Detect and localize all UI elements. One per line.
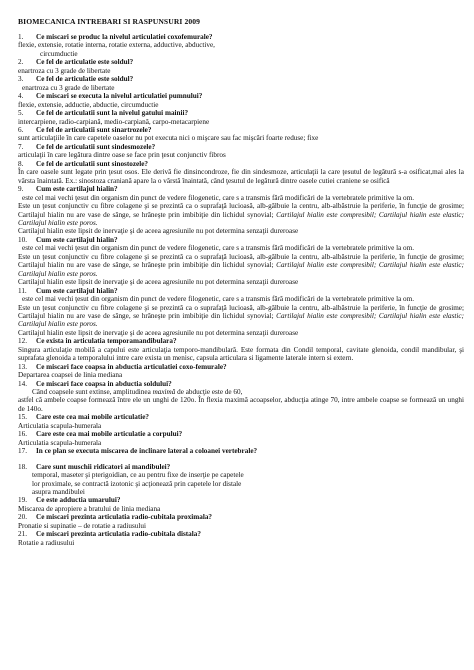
question-number: 20. — [18, 513, 27, 522]
question-number: 12. — [18, 337, 27, 346]
answer-10-paragraph-1: este cel mai vechi ţesut din organism din punct de vedere filogenetic, care s a transmis fără modificări de la vertebratele primitive la om. — [22, 244, 415, 253]
answer-9-italic: Cartilajul hialin este compresibil; Cartilajul hialin este elastic; Cartilajul hialin este poros. — [18, 210, 465, 227]
question-text: Ce fel de articulatii sunt sinartrozele? — [36, 125, 152, 134]
question-1 — [18, 33, 464, 41]
question-number: 1. — [18, 33, 24, 41]
question-text: In ce plan se executa miscarea de inclinare lateral a coloanei vertebrale? — [36, 447, 258, 456]
answer-4: flexie, extensie, adductie, abductie, circumductie — [18, 100, 159, 109]
question-number: 6. — [18, 125, 24, 134]
question-14 — [18, 380, 464, 388]
question-3 — [18, 75, 464, 83]
question-number: 10. — [18, 235, 27, 244]
question-text: Ce miscari se executa la nivelul articulatiei pumnului? — [36, 92, 203, 101]
answer-11-paragraph-1: este cel mai vechi ţesut din organism din punct de vedere filogenetic, care s a transmis fără modificări de la vertebratele primitive la om. — [22, 295, 415, 304]
answer-11-paragraph-2 — [18, 304, 464, 329]
question-12 — [18, 337, 464, 345]
question-text: Ce miscari face coapsa in abductia articulatiei coxo-femurale? — [36, 362, 227, 371]
question-16 — [18, 430, 464, 438]
question-text: Care este cea mai mobile articulatie a corpului? — [36, 430, 183, 439]
answer-8: În care oasele sunt legate prin ţesut osos. Ele derivă fie dinsincondroze, fie din sindesmoze, articulaţii la care ţesutul de legătură s-a osificat,mai ales la vârsta înaintată. Ex.: sinostoza craniană apare la o vârstă înaintată, când ţesutul de legătură dintre oasele cutiei craniene se osifică — [18, 168, 464, 185]
question-number: 16. — [18, 430, 27, 439]
question-6 — [18, 126, 464, 134]
answer-9-text: Este un ţesut conjunctiv cu fibre colagene şi se prezintă ca o suprafaţă lucioasă, alb-gălbuie la centru, alb-albăstruie la periferie, în funcţie de grosime; Cartilajul hialin nu are vase de sânge, se hrăneşte prin imbibiţie din lichidul synovial; — [18, 202, 464, 219]
document-title: BIOMECANICA INTREBARI SI RASPUNSURI 2009 — [18, 17, 201, 26]
answer-14-italic: maximă — [152, 388, 176, 397]
question-number: 19. — [18, 496, 27, 505]
question-4 — [18, 92, 464, 100]
answer-1-line-2: circumductie — [40, 49, 78, 58]
question-number: 17. — [18, 447, 27, 456]
answer-18-line-3: asupra mandibulei — [32, 488, 85, 497]
spacer — [18, 456, 464, 463]
question-text: Care sunt muschii ridicatori ai mandibulei? — [36, 462, 171, 471]
answer-1-line-1: flexie, extensie, rotatie interna, rotatie externa, adductive, abductive, — [18, 41, 215, 50]
answer-16: Articulatia scapula-humerala — [18, 438, 102, 447]
question-number: 8. — [18, 159, 24, 168]
answer-12: Singura articulaţie mobilă a capului este articulaţia temporo-mandibulară. Este formata din Condil temporal, cavitate glenoida, condil mandibular, şi suprafata glenoida a temporalului intre care exista un menisc, capsula articulara si ligamente laterale intern si extern. — [18, 345, 464, 363]
question-2 — [18, 58, 464, 66]
answer-14-text: Când coapsele sunt extinse, amplitudinea — [32, 388, 151, 397]
question-text: Ce miscari se produc la nivelul articulatiei coxofemurale? — [36, 33, 213, 41]
answer-15: Articulatia scapula-humerala — [18, 421, 102, 430]
answer-3: enartroza cu 3 grade de libertate — [22, 83, 115, 92]
question-15 — [18, 413, 464, 421]
answer-11-italic: Cartilajul hialin este compresibil; Cartilajul hialin este elastic; Cartilajul hialin este poros. — [18, 311, 465, 329]
question-text: Ce miscari prezinta articulatia radio-cubitala proximala? — [36, 513, 213, 522]
answer-14-line-2: astfel că ambele coapse formează între ele un unghi de 120o. În flexia maximă acoapselor, abducţia atinge 70, intre ambele coapse se formează un unghi de 140o. — [18, 396, 464, 413]
question-20 — [18, 513, 464, 521]
question-text: Ce miscari prezinta articulatia radio-cubitala distala? — [36, 530, 201, 539]
question-18 — [18, 463, 464, 471]
question-21 — [18, 530, 464, 538]
question-5 — [18, 109, 464, 117]
question-19 — [18, 496, 464, 504]
question-number: 14. — [18, 379, 27, 388]
question-number: 15. — [18, 413, 27, 422]
answer-20: Pronatie si supinatie – de rotatie a radiusului — [18, 521, 146, 530]
question-text: Ce exista in articulatia temporamandibulara? — [36, 337, 177, 346]
answer-11-paragraph-3: Cartilajul hialin este lipsit de inervaţie şi de aceea agresiunile nu pot determina senzaţii dureroase — [18, 328, 299, 337]
question-text: Cum este cartilajul hialin? — [36, 235, 118, 244]
question-text: Ce fel de articulatii sunt sindesmozele? — [36, 142, 156, 151]
answer-11-text: Este un ţesut conjunctiv cu fibre colagene şi se prezintă ca o suprafaţă lucioasă, alb-gălbuie la centru, alb-albăstruie la periferie, în funcţie de grosime; Cartilajul hialin nu are vase de sânge, se hrăneşte prin imbibiţie din lichidul synovial; — [18, 303, 464, 320]
question-13 — [18, 363, 464, 371]
question-number: 11. — [18, 286, 27, 295]
question-text: Ce fel de articulatie este soldul? — [36, 58, 134, 67]
question-number: 7. — [18, 142, 24, 151]
answer-18-line-2: lor proximale, se contractă izotonic şi acţionează prin capetele lor distale — [32, 479, 242, 488]
answer-13: Departarea coapsei de linia mediana — [18, 371, 123, 380]
question-text: Care este cea mai mobile articulatie? — [36, 413, 150, 422]
answer-9-paragraph-2 — [18, 202, 464, 227]
question-number: 21. — [18, 530, 27, 539]
answer-10-paragraph-2 — [18, 253, 464, 278]
answer-9-paragraph-3: Cartilajul hialin este lipsit de inervaţie şi de aceea agresiunile nu pot determina senzaţii dureroase — [18, 227, 299, 236]
question-17 — [18, 447, 464, 455]
answer-9-paragraph-1: este cel mai vechi ţesut din organism din punct de vedere filogenetic, care s a transmis fără modificări de la vertebratele primitive la om. — [22, 193, 415, 202]
question-text: Ce fel de articulatii sunt la nivelul gatului mainii? — [36, 109, 189, 118]
document-body — [18, 33, 464, 547]
answer-18-line-1: temporal, maseter şi pterigoidian, ce au pentru fixe de inserţie pe capetele — [32, 471, 244, 480]
answer-10-paragraph-3: Cartilajul hialin este lipsit de inervaţie şi de aceea agresiunile nu pot determina senzaţii dureroase — [18, 278, 299, 287]
answer-5: intercarpiene, radio-carpiană, medio-carpiană, carpo-metacarpiene — [18, 117, 210, 126]
question-number: 2. — [18, 58, 24, 67]
answer-2: enartroza cu 3 grade de libertate — [18, 66, 111, 75]
question-7 — [18, 143, 464, 151]
question-10 — [18, 236, 464, 244]
answer-10-text: Este un ţesut conjunctiv cu fibre colagene şi se prezintă ca o suprafaţă lucioasă, alb-gălbuie la centru, alb-albăstruie la periferie, în funcţie de grosime; Cartilajul hialin nu are vase de sânge, se hrăneşte prin imbibiţie din lichidul synovial; — [18, 252, 464, 270]
question-number: 13. — [18, 362, 27, 371]
answer-19: Miscarea de apropiere a bratului de linia mediana — [18, 504, 161, 513]
question-number: 3. — [18, 75, 24, 84]
answer-6: sunt articulaţiile în care capetele oaselor nu pot executa nici o mişcare sau fac mişcări foarte reduse; fixe — [18, 134, 319, 143]
question-text: Ce este adductia umarului? — [36, 496, 121, 505]
answer-14-text-end: de abducţie este de 60, — [177, 388, 243, 397]
question-text: Ce miscari face coapsa in abductia soldului? — [36, 379, 172, 388]
answer-10-italic: Cartilajul hialin este compresibil; Cartilajul hialin este elastic; Cartilajul hialin este poros. — [18, 261, 465, 278]
answer-21: Rotatie a radiusului — [18, 538, 75, 547]
question-text: Cum este cartilajul hialin? — [36, 185, 118, 194]
question-text: Cum este cartilajul hialin? — [36, 286, 118, 295]
question-9 — [18, 185, 464, 193]
question-8 — [18, 160, 464, 168]
question-number: 18. — [18, 462, 27, 471]
question-number: 4. — [18, 92, 24, 101]
question-text: Ce fel de articulatie este soldul? — [36, 75, 134, 84]
question-11 — [18, 287, 464, 295]
question-number: 9. — [18, 185, 24, 194]
question-text: Ce fel de articulatii sunt sinostozele? — [36, 159, 148, 168]
question-number: 5. — [18, 109, 24, 118]
answer-7: articulaţii în care legătura dintre oase se face prin ţesut conjunctiv fibros — [18, 151, 226, 160]
